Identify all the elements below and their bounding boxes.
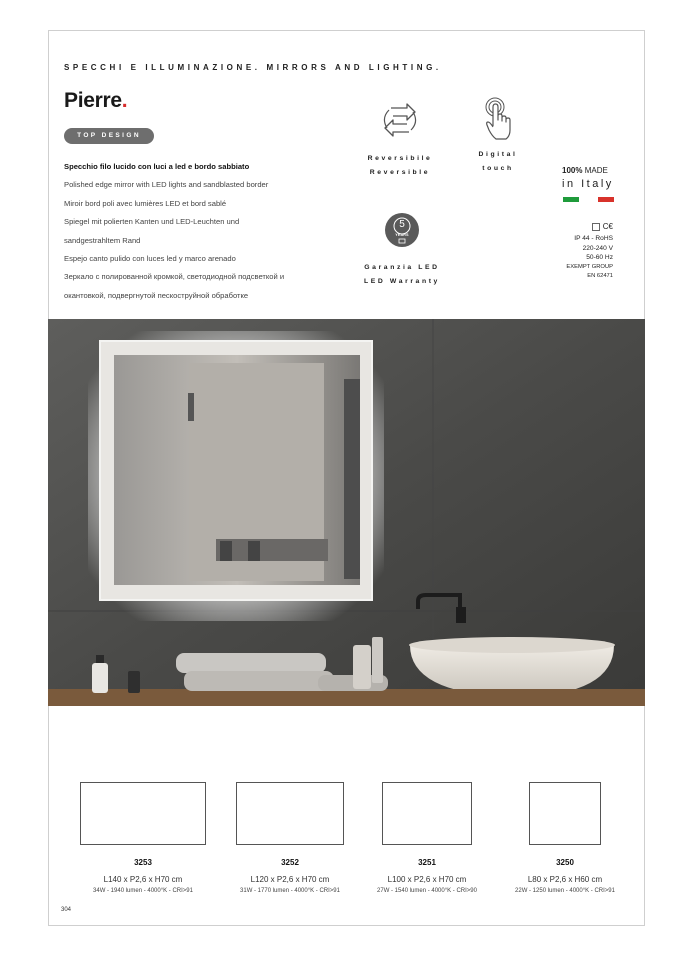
feature-digital-touch-label-1: Digital — [478, 151, 518, 158]
description-line-fr: Miroir bord poli avec lumières LED et bord sablé — [64, 198, 227, 208]
description-line-ru: Зеркало с полированной кромкой, светодиодной подсветкой и — [64, 272, 285, 282]
variant-3252-outline — [236, 782, 344, 845]
variant-code: 3250 — [556, 858, 574, 867]
feature-reversible-label-2: Reversible — [369, 169, 431, 176]
variant-code: 3252 — [281, 858, 299, 867]
variant-3251-outline — [382, 782, 472, 845]
made-in-italy: in Italy — [562, 178, 614, 190]
variant-dimensions: L120 x P2,6 x H70 cm — [250, 875, 330, 884]
variant-3251 — [356, 782, 498, 894]
variant-dimensions: L140 x P2,6 x H70 cm — [103, 875, 183, 884]
bathroom-mirror-photo — [48, 319, 645, 706]
ce-mark: C€ — [602, 222, 613, 231]
page-number: 304 — [61, 907, 72, 913]
certifications — [566, 222, 613, 281]
flag-green-bar — [563, 197, 579, 202]
cert-frequency: 50-60 Hz — [586, 254, 613, 262]
product-description — [64, 160, 354, 307]
cert-marks — [566, 222, 613, 232]
cert-ip-rohs: IP 44 - RoHS — [574, 235, 613, 243]
feature-digital-touch-label-2: touch — [482, 165, 514, 172]
variant-dimensions: L100 x P2,6 x H70 cm — [387, 875, 467, 884]
description-line-es: Espejo canto pulido con luces led y marco arenado — [64, 253, 236, 263]
variant-code: 3251 — [418, 858, 436, 867]
description-line-en: Polished edge mirror with LED lights and sandblasted border — [64, 180, 269, 190]
cert-standard: EN 62471 — [587, 273, 613, 280]
variant-3253 — [58, 782, 228, 894]
variant-3250-outline — [529, 782, 601, 845]
cert-voltage: 220-240 V — [582, 244, 613, 252]
variant-specs: 27W - 1540 lumen - 4000°K - CRI>90 — [377, 888, 477, 894]
product-name — [64, 89, 127, 113]
product-photo — [48, 319, 645, 706]
feature-led-warranty-label-1: Garanzia LED — [364, 264, 440, 271]
touch-hand-icon — [482, 96, 514, 142]
feature-digital-touch — [470, 96, 526, 176]
reversible-arrows-icon — [377, 100, 423, 140]
variant-3250 — [497, 782, 633, 894]
variant-dimensions: L80 x P2,6 x H60 cm — [527, 875, 603, 884]
variant-3253-outline — [80, 782, 206, 845]
feature-reversible-label-1: Reversibile — [367, 155, 433, 162]
made-word: MADE — [582, 166, 608, 175]
product-name-text: Pierre — [64, 89, 122, 112]
product-name-dot: . — [121, 89, 128, 112]
variant-specs: 34W - 1940 lumen - 4000°K - CRI>91 — [93, 888, 193, 894]
warranty-number: 5 — [399, 219, 405, 230]
warranty-years-text: YEARS — [395, 233, 409, 237]
description-line-de-2: sandgestrahltem Rand — [64, 235, 141, 245]
variant-specs: 31W - 1770 lumen - 4000°K - CRI>91 — [240, 888, 340, 894]
feature-led-warranty — [358, 212, 446, 289]
made-in-line — [562, 166, 608, 175]
top-design-badge: TOP DESIGN — [64, 128, 154, 144]
flag-red-bar — [598, 197, 614, 202]
description-line-it: Specchio filo lucido con luci a led e bordo sabbiato — [64, 162, 250, 171]
feature-led-warranty-label-2: LED Warranty — [364, 278, 440, 285]
warranty-5-years-icon — [384, 212, 420, 248]
cert-exempt-group: EXEMPT GROUP — [566, 263, 613, 270]
section-title: SPECCHI E ILLUMINAZIONE. MIRRORS AND LIGHTING. — [64, 63, 442, 72]
variant-specs: 22W - 1250 lumen - 4000°K - CRI>91 — [515, 888, 615, 894]
double-insulation-icon — [592, 223, 600, 231]
made-percent: 100% — [562, 166, 583, 175]
description-line-ru-2: окантовкой, подвергнутой пескоструйной обработке — [64, 290, 249, 300]
description-line-de: Spiegel mit polierten Kanten und LED-Leuchten und — [64, 217, 240, 227]
variant-3252 — [210, 782, 370, 894]
variant-code: 3253 — [134, 858, 152, 867]
feature-reversible — [362, 100, 438, 180]
